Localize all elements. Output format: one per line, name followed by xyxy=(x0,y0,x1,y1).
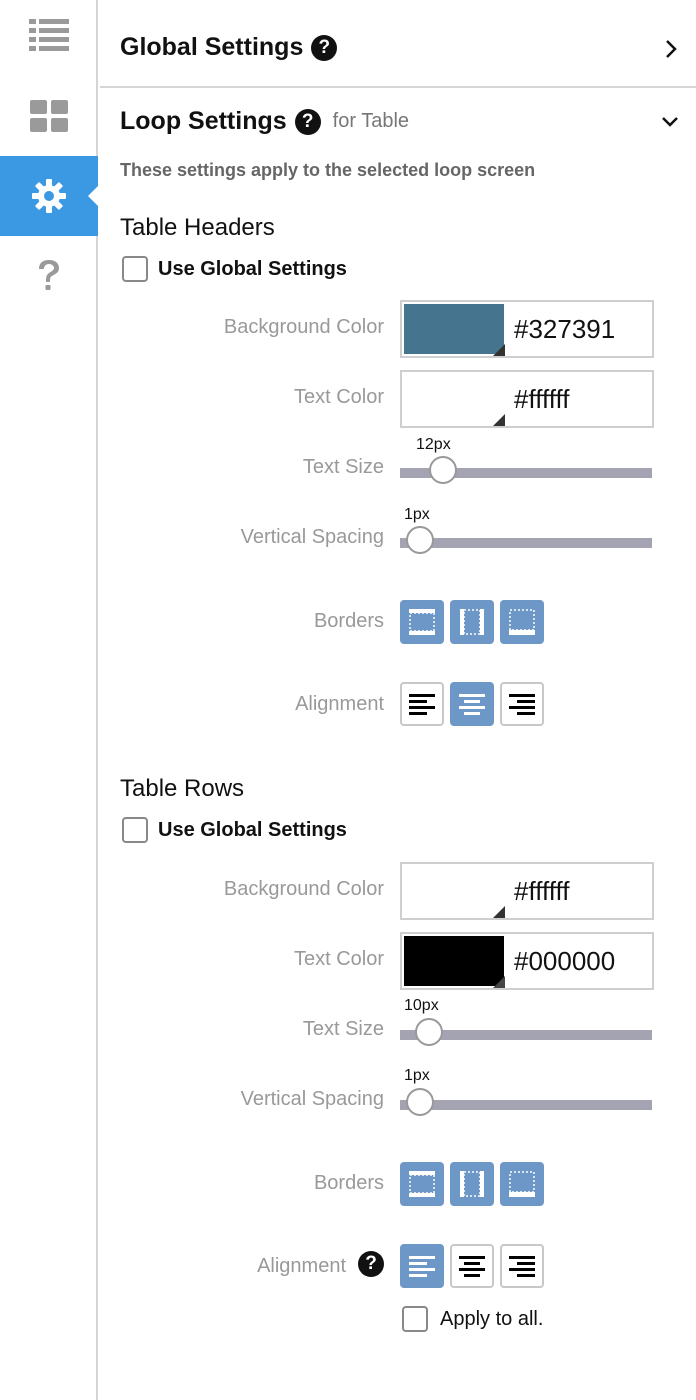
help-icon[interactable]: ? xyxy=(311,35,337,61)
rows-text-color-picker[interactable] xyxy=(400,932,654,990)
border-horizontal-button[interactable] xyxy=(400,1162,444,1206)
border-vertical-button[interactable] xyxy=(450,600,494,644)
rows-text-hex: #000000 xyxy=(514,946,616,976)
apply-to-all-label: Apply to all. xyxy=(440,1307,544,1330)
rows-bg-color-label: Background Color xyxy=(223,878,384,900)
headers-use-global-checkbox[interactable] xyxy=(122,256,148,282)
rows-text-size-label: Text Size xyxy=(302,1018,384,1040)
slider-handle[interactable] xyxy=(406,526,434,554)
border-vertical-icon xyxy=(457,607,487,637)
chevron-right-icon[interactable] xyxy=(664,38,678,60)
headers-text-size-slider[interactable] xyxy=(400,468,652,478)
rows-bg-hex: #ffffff xyxy=(514,876,570,906)
table-rows-title: Table Rows xyxy=(120,775,245,802)
question-icon xyxy=(36,259,62,293)
border-bottom-button[interactable] xyxy=(500,600,544,644)
headers-spacing-label: Vertical Spacing xyxy=(240,526,384,548)
settings-panel xyxy=(100,0,696,1400)
headers-text-color-picker[interactable] xyxy=(400,370,654,428)
headers-text-hex: #ffffff xyxy=(514,384,570,414)
rows-spacing-label: Vertical Spacing xyxy=(240,1088,384,1110)
loop-settings-title: Loop Settings xyxy=(120,107,287,135)
loop-context-label: for Table xyxy=(332,110,410,132)
align-right-button[interactable] xyxy=(500,1244,544,1288)
headers-alignment-label: Alignment xyxy=(295,693,384,715)
rows-borders-label: Borders xyxy=(313,1172,384,1194)
apply-to-all-row[interactable] xyxy=(402,1306,543,1332)
align-center-icon xyxy=(458,1254,486,1278)
apply-to-all-checkbox[interactable] xyxy=(402,1306,428,1332)
border-bottom-button[interactable] xyxy=(500,1162,544,1206)
color-swatch[interactable] xyxy=(404,936,504,986)
headers-text-color-label: Text Color xyxy=(293,386,384,408)
align-right-icon xyxy=(508,692,536,716)
color-swatch[interactable] xyxy=(404,304,504,354)
rows-use-global-checkbox[interactable] xyxy=(122,817,148,843)
rows-borders-group xyxy=(400,1162,544,1206)
slider-handle[interactable] xyxy=(429,456,457,484)
global-settings-title-row xyxy=(120,33,337,62)
list-icon xyxy=(29,19,69,53)
align-left-button[interactable] xyxy=(400,682,444,726)
border-bottom-icon xyxy=(507,607,537,637)
loop-description: These settings apply to the selected loop screen xyxy=(120,160,536,180)
border-horizontal-button[interactable] xyxy=(400,600,444,644)
headers-alignment-group xyxy=(400,682,544,726)
rows-alignment-label: Alignment xyxy=(257,1255,346,1277)
border-bottom-icon xyxy=(507,1169,537,1199)
headers-bg-color-label: Background Color xyxy=(223,316,384,338)
headers-text-size-value: 12px xyxy=(416,436,451,453)
sidebar-item-help[interactable] xyxy=(0,236,98,316)
headers-use-global-row[interactable] xyxy=(122,256,347,282)
chevron-down-icon[interactable] xyxy=(660,115,680,129)
sidebar-item-grid[interactable] xyxy=(0,76,98,156)
align-right-button[interactable] xyxy=(500,682,544,726)
sidebar-item-settings[interactable] xyxy=(0,156,98,236)
headers-text-size-label: Text Size xyxy=(302,456,384,478)
rows-text-size-slider[interactable] xyxy=(400,1030,652,1040)
align-center-icon xyxy=(458,692,486,716)
align-left-icon xyxy=(408,1254,436,1278)
sidebar xyxy=(0,0,98,1400)
slider-handle[interactable] xyxy=(406,1088,434,1116)
border-horizontal-icon xyxy=(407,1169,437,1199)
border-vertical-button[interactable] xyxy=(450,1162,494,1206)
headers-use-global-label: Use Global Settings xyxy=(158,257,347,280)
border-vertical-icon xyxy=(457,1169,487,1199)
gear-icon xyxy=(31,178,67,214)
headers-bg-color-picker[interactable] xyxy=(400,300,654,358)
headers-spacing-value: 1px xyxy=(404,506,430,523)
color-swatch[interactable] xyxy=(404,374,504,424)
rows-spacing-value: 1px xyxy=(404,1067,430,1084)
active-indicator xyxy=(88,184,100,208)
border-horizontal-icon xyxy=(407,607,437,637)
rows-alignment-group xyxy=(400,1244,544,1288)
align-right-icon xyxy=(508,1254,536,1278)
headers-bg-hex: #327391 xyxy=(514,314,616,344)
help-icon[interactable]: ? xyxy=(295,109,321,135)
help-icon[interactable]: ? xyxy=(358,1251,384,1277)
rows-spacing-slider[interactable] xyxy=(400,1100,652,1110)
align-left-icon xyxy=(408,692,436,716)
slider-handle[interactable] xyxy=(415,1018,443,1046)
headers-borders-group xyxy=(400,600,544,644)
align-left-button[interactable] xyxy=(400,1244,444,1288)
headers-spacing-slider[interactable] xyxy=(400,538,652,548)
rows-bg-color-picker[interactable] xyxy=(400,862,654,920)
global-settings-title: Global Settings xyxy=(120,33,304,61)
table-headers-title: Table Headers xyxy=(120,214,275,241)
global-settings-header[interactable] xyxy=(100,0,696,88)
grid-icon xyxy=(30,100,68,132)
rows-use-global-row[interactable] xyxy=(122,817,347,843)
headers-borders-label: Borders xyxy=(313,610,384,632)
rows-use-global-label: Use Global Settings xyxy=(158,818,347,841)
color-swatch[interactable] xyxy=(404,866,504,916)
align-center-button[interactable] xyxy=(450,1244,494,1288)
align-center-button[interactable] xyxy=(450,682,494,726)
rows-text-color-label: Text Color xyxy=(293,948,384,970)
rows-text-size-value: 10px xyxy=(404,997,439,1014)
loop-settings-title-row[interactable] xyxy=(120,107,409,136)
sidebar-item-list[interactable] xyxy=(0,0,98,72)
